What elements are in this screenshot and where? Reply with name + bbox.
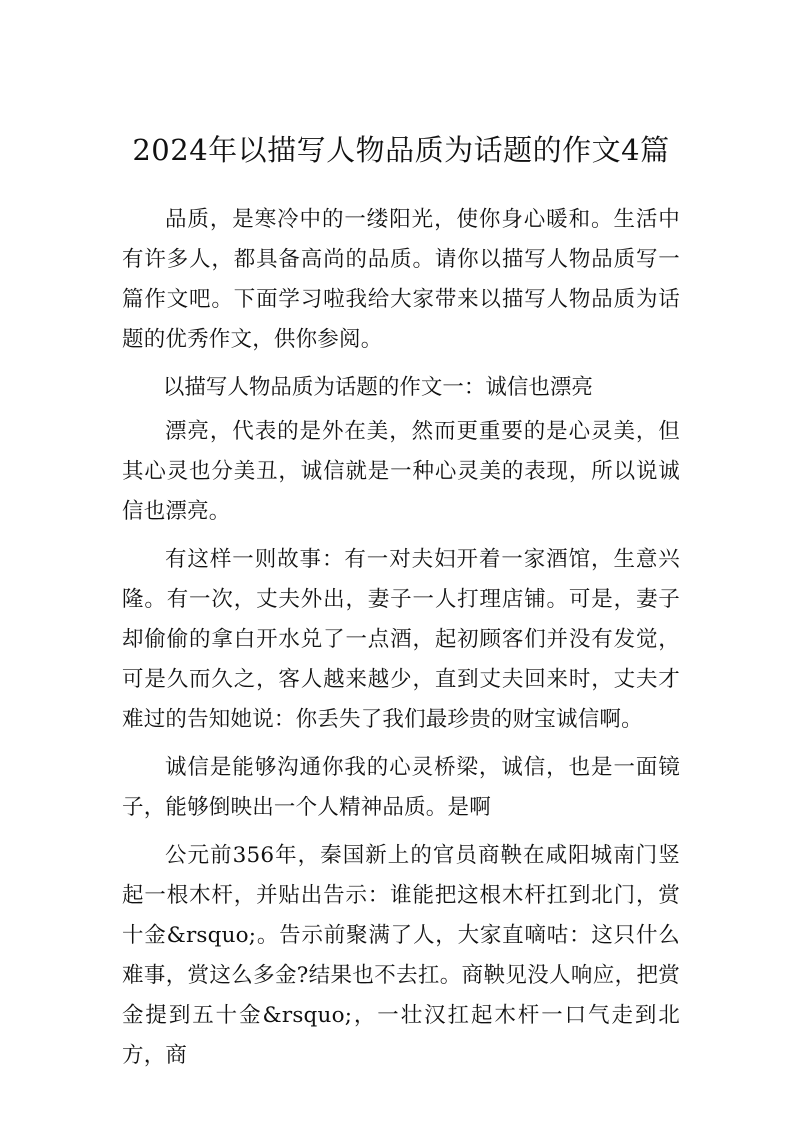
intro-paragraph: 品质，是寒冷中的一缕阳光，使你身心暖和。生活中有许多人，都具备高尚的品质。请你以描写人物品质写一篇作文吧。下面学习啦我给大家带来以描写人物品质为话题的优秀作文，供你参阅。: [122, 207, 680, 352]
essay-heading: 以描写人物品质为话题的作文一：诚信也漂亮: [162, 375, 593, 400]
body-paragraph-4: 公元前356年，秦国新上的官员商鞅在咸阳城南门竖起一根木杆，并贴出告示：谁能把这根木杆扛到北门，赏十金&rsquo;。告示前聚满了人，大家直嘀咕：这只什么难事，赏这么多金?结果也不去扛。商鞅见没人响应，把赏金提到五十金&rsquo;，一壮汉扛起木杆一口气走到北方，商: [122, 843, 680, 1068]
body-paragraph-2: 有这样一则故事：有一对夫妇开着一家酒馆，生意兴隆。有一次，丈夫外出，妻子一人打理店铺。可是，妻子却偷偷的拿白开水兑了一点酒，起初顾客们并没有发觉，可是久而久之，客人越来越少，直到丈夫回来时，丈夫才难过的告知她说：你丢失了我们最珍贵的财宝诚信啊。: [122, 547, 680, 732]
document-title: 2024年以描写人物品质为话题的作文4篇: [132, 133, 670, 167]
body-paragraph-3: 诚信是能够沟通你我的心灵桥梁，诚信，也是一面镜子，能够倒映出一个人精神品质。是啊: [122, 755, 680, 820]
body-paragraph-1: 漂亮，代表的是外在美，然而更重要的是心灵美，但其心灵也分美丑，诚信就是一种心灵美的表现，所以说诚信也漂亮。: [122, 419, 680, 524]
